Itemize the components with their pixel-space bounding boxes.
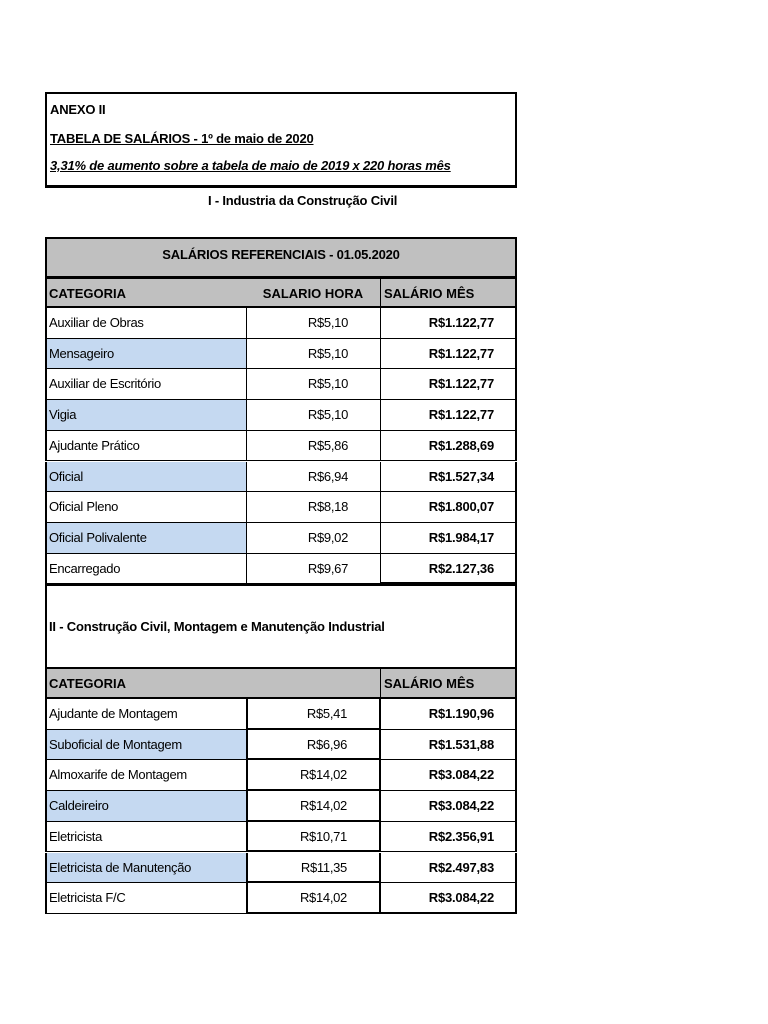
category-cell: Suboficial de Montagem: [45, 730, 247, 761]
salario-hora-cell: R$14,02: [246, 883, 381, 914]
salario-mes-cell: R$3.084,22: [380, 791, 517, 822]
salario-hora-cell: R$6,96: [246, 730, 381, 761]
column-header-salario-mes-2: SALÁRIO MÊS: [380, 667, 517, 699]
category-cell: Oficial Polivalente: [45, 523, 247, 554]
salario-hora-cell: R$6,94: [246, 462, 381, 493]
category-cell: Auxiliar de Escritório: [45, 369, 247, 400]
salario-mes-cell: R$1.984,17: [380, 523, 517, 554]
salario-mes-cell: R$3.084,22: [380, 883, 517, 914]
salario-mes-cell: R$1.531,88: [380, 730, 517, 761]
column-header-categoria-2: CATEGORIA: [45, 667, 247, 699]
salario-hora-cell: R$9,67: [246, 554, 381, 585]
salario-hora-cell: R$5,10: [246, 400, 381, 431]
salario-mes-cell: R$1.122,77: [380, 400, 517, 431]
category-cell: Ajudante Prático: [45, 431, 247, 462]
salario-hora-cell: R$5,86: [246, 431, 381, 462]
category-cell: Eletricista: [45, 822, 247, 853]
category-cell: Caldeireiro: [45, 791, 247, 822]
salario-hora-cell: R$9,02: [246, 523, 381, 554]
salario-hora-cell: R$5,10: [246, 369, 381, 400]
section-2-title: II - Construção Civil, Montagem e Manutenção Industrial: [49, 619, 385, 634]
annex-title: ANEXO II: [50, 102, 106, 117]
salario-mes-cell: R$2.127,36: [380, 554, 517, 585]
salario-mes-cell: R$1.527,34: [380, 462, 517, 493]
category-cell: Eletricista F/C: [45, 883, 247, 914]
salario-mes-cell: R$3.084,22: [380, 760, 517, 791]
salario-hora-cell: R$11,35: [246, 853, 381, 884]
category-cell: Oficial Pleno: [45, 492, 247, 523]
category-cell: Eletricista de Manutenção: [45, 853, 247, 884]
section-2-title-box: [45, 584, 517, 668]
salario-hora-cell: R$8,18: [246, 492, 381, 523]
category-cell: Almoxarife de Montagem: [45, 760, 247, 791]
table-banner: SALÁRIOS REFERENCIAIS - 01.05.2020: [45, 237, 517, 278]
salario-hora-cell: R$5,10: [246, 308, 381, 339]
column-header-salario-mes: SALÁRIO MÊS: [380, 277, 517, 308]
category-cell: Oficial: [45, 462, 247, 493]
column-header-categoria: CATEGORIA: [45, 277, 247, 308]
category-cell: Auxiliar de Obras: [45, 308, 247, 339]
document-header: [45, 92, 517, 188]
table-title: TABELA DE SALÁRIOS - 1º de maio de 2020: [50, 131, 314, 146]
salario-hora-cell: R$10,71: [246, 822, 381, 853]
salario-mes-cell: R$1.122,77: [380, 339, 517, 370]
table-subtitle: 3,31% de aumento sobre a tabela de maio de 2019 x 220 horas mês: [50, 158, 451, 173]
salario-mes-cell: R$1.288,69: [380, 431, 517, 462]
salario-hora-cell: R$14,02: [246, 791, 381, 822]
column-header-empty: [246, 667, 381, 699]
column-header-salario-hora: SALARIO HORA: [246, 277, 381, 308]
category-cell: Encarregado: [45, 554, 247, 585]
category-cell: Vigia: [45, 400, 247, 431]
salario-mes-cell: R$1.190,96: [380, 699, 517, 730]
salario-hora-cell: R$14,02: [246, 760, 381, 791]
category-cell: Ajudante de Montagem: [45, 699, 247, 730]
salario-hora-cell: R$5,10: [246, 339, 381, 370]
salario-mes-cell: R$2.497,83: [380, 853, 517, 884]
salario-mes-cell: R$1.122,77: [380, 308, 517, 339]
salario-mes-cell: R$1.800,07: [380, 492, 517, 523]
category-cell: Mensageiro: [45, 339, 247, 370]
salario-hora-cell: R$5,41: [246, 699, 381, 730]
salario-mes-cell: R$2.356,91: [380, 822, 517, 853]
section-1-title: I - Industria da Construção Civil: [208, 193, 398, 208]
salario-mes-cell: R$1.122,77: [380, 369, 517, 400]
